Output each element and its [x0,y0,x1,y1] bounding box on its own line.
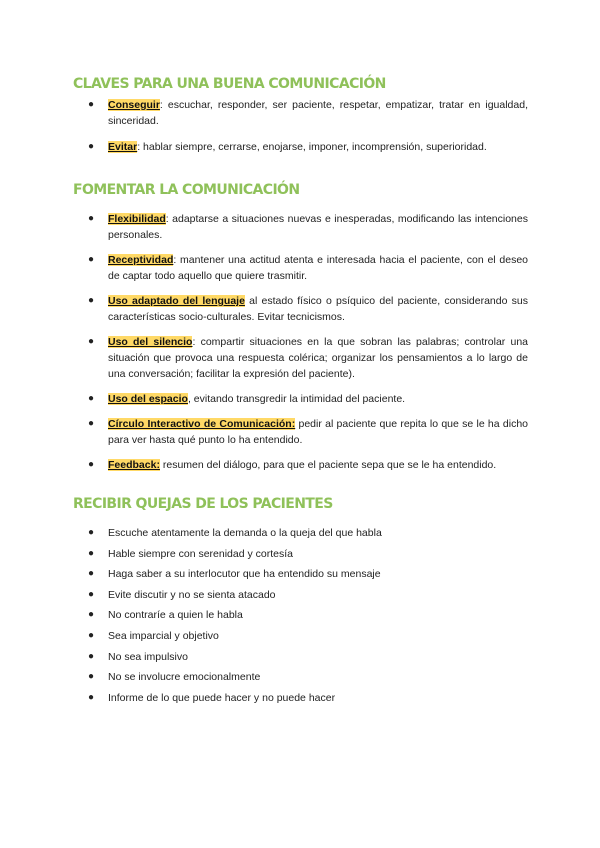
highlighted-term: Conseguir [108,99,160,111]
list-item [73,252,528,284]
list-item [73,525,528,541]
bullet-icon: ● [88,459,95,470]
list-item [73,211,528,243]
bullet-icon: ● [88,609,95,621]
highlighted-term: Receptividad [108,254,174,266]
item-text: : hablar siempre, cerrarse, enojarse, imponer, incomprensión, superioridad. [137,141,487,153]
list-item [73,416,528,448]
highlighted-term: Uso del silencio [108,336,193,348]
item-text: : escuchar, responder, ser paciente, respetar, empatizar, tratar en igualdad, sinceridad. [108,99,528,127]
item-text: : adaptarse a situaciones nuevas e inesperadas, modificando las intenciones personales. [108,213,528,241]
list-item [73,457,528,473]
list-item [73,690,528,706]
item-text: Hable siempre con serenidad y cortesía [108,547,294,560]
bullet-icon: ● [88,393,95,404]
bullet-icon: ● [88,213,95,224]
bullet-list [73,525,528,706]
list-item [73,334,528,382]
item-text: No se involucre emocionalmente [108,671,261,684]
highlighted-term: Uso adaptado del lenguaje [108,295,245,307]
item-text: Evite discutir y no se sienta atacado [108,588,276,601]
list-item [73,97,528,129]
bullet-icon: ● [88,629,95,641]
bullet-icon: ● [88,336,95,347]
section-quejas [73,496,528,710]
list-item [73,649,528,665]
list-item [73,546,528,562]
list-item [73,607,528,623]
section-fomentar [73,182,528,482]
bullet-icon: ● [88,99,95,110]
section-claves [73,76,528,165]
item-text: resumen del diálogo, para que el paciente sepa que se le ha entendido. [159,459,497,471]
highlighted-term: Círculo Interactivo de Comunicación: [108,418,296,430]
bullet-icon: ● [88,141,95,152]
bullet-icon: ● [88,295,95,306]
bullet-icon: ● [88,568,95,580]
section-heading: FOMENTAR LA COMUNICACIÓN [73,182,300,198]
bullet-icon: ● [88,588,95,600]
bullet-icon: ● [88,254,95,265]
highlighted-term: Feedback: [108,459,160,471]
highlighted-term: Flexibilidad [108,213,166,225]
item-text: : compartir situaciones en la que sobran las palabras; controlar una situación que provoca una respuesta colérica; organizar los pensamientos a lo largo de una conversación; facilitar la expresión del paciente). [108,336,528,380]
list-item [73,391,528,407]
bullet-list [73,97,528,155]
section-heading: RECIBIR QUEJAS DE LOS PACIENTES [73,496,333,512]
bullet-icon: ● [88,691,95,703]
item-text: No sea impulsivo [108,650,188,663]
highlighted-term: Uso del espacio [108,393,188,405]
item-text: Informe de lo que puede hacer y no puede hacer [108,691,336,704]
bullet-icon: ● [88,527,95,538]
bullet-icon: ● [88,418,95,429]
list-item [73,628,528,644]
list-item [73,566,528,582]
list-item [73,139,528,155]
highlighted-term: Evitar [108,141,138,153]
bullet-icon: ● [88,547,95,559]
item-text: al estado físico o psíquico del paciente, considerando sus características socio-culturales. Evitar tecnicismos. [108,295,529,323]
bullet-icon: ● [88,650,95,662]
list-item [73,293,528,325]
item-text: Escuche atentamente la demanda o la queja del que habla [108,527,382,539]
list-item [73,587,528,603]
item-text: Sea imparcial y objetivo [108,629,219,642]
item-text: pedir al paciente que repita lo que se le ha dicho para ver hasta qué punto lo ha entendido. [108,418,528,446]
item-text: No contraríe a quien le habla [108,609,243,622]
list-item [73,669,528,685]
section-heading: CLAVES PARA UNA BUENA COMUNICACIÓN [73,76,386,92]
item-text: : mantener una actitud atenta e interesada hacia el paciente, con el deseo de captar todo aquello que quiere trasmitir. [108,254,528,282]
bullet-list [73,211,528,473]
bullet-icon: ● [88,671,95,683]
item-text: Haga saber a su interlocutor que ha entendido su mensaje [108,568,381,581]
item-text: , evitando transgredir la intimidad del paciente. [187,393,406,405]
